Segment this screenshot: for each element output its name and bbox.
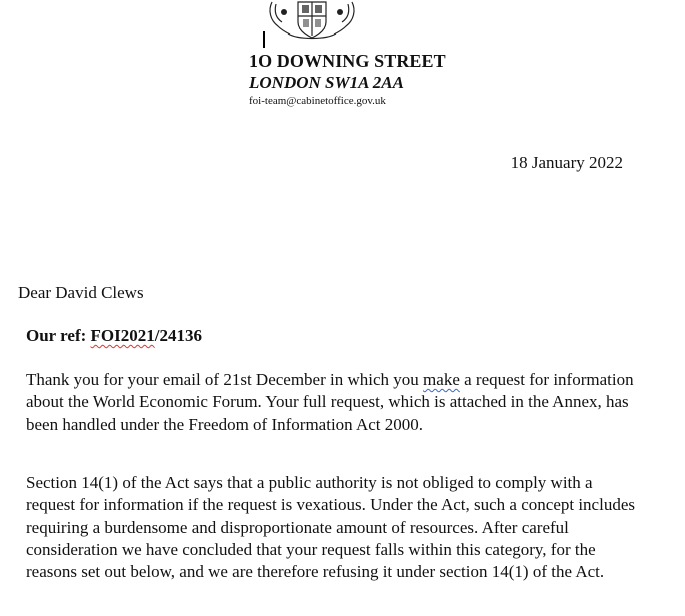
reference-line [26, 326, 202, 346]
salutation: Dear David Clews [18, 283, 144, 302]
paragraph-2: Section 14(1) of the Act says that a public authority is not obliged to comply with a request for information if the request is vexatious. Under the Act, such a concept includes requiring a burdensome and disproportionate amount of resources. After careful consideration we have concluded that your request falls within this category, for the reasons set out below, and we are therefore refusing it under section 14(1) of the Act. [26, 473, 635, 582]
reference-code-suffix: /24136 [154, 326, 202, 345]
letter-date: 18 January 2022 [510, 153, 623, 172]
address-line-1: 1O DOWNING STREET [249, 51, 446, 71]
royal-coat-of-arms-icon [262, 0, 362, 42]
paragraph-1-text-b: a request for information about the World Economic Forum. Your full request, which is attached in the Annex, has been handled under the Freedom of Information Act 2000. [26, 370, 634, 434]
address-line-2: LONDON SW1A 2AA [249, 73, 404, 92]
contact-email: foi-team@cabinetoffice.gov.uk [249, 95, 386, 107]
reference-label: Our ref: [26, 326, 91, 345]
paragraph-1-flagged-word: make [423, 370, 460, 389]
paragraph-1-text-a: Thank you for your email of 21st December in which you [26, 370, 424, 389]
text-cursor [263, 31, 265, 48]
reference-code: FOI2021 [90, 326, 155, 345]
paragraph-1 [26, 369, 636, 436]
